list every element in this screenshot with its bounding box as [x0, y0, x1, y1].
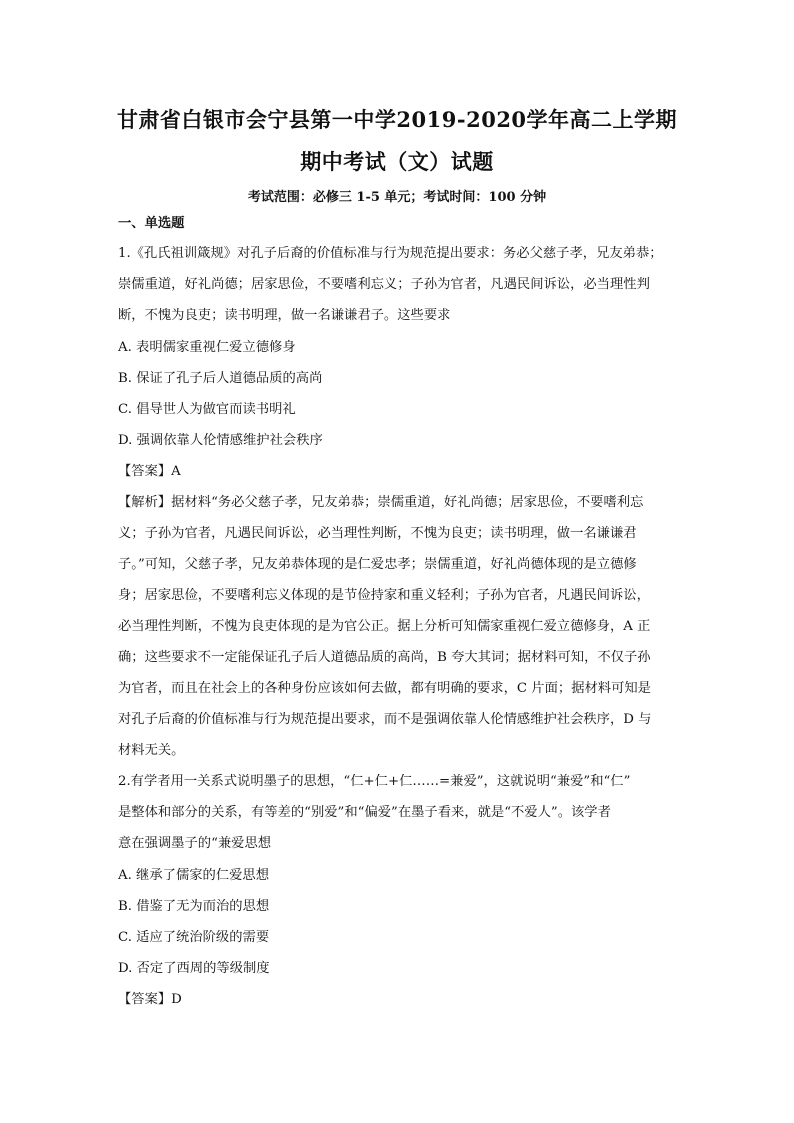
title-line-1: 甘肃省白银市会宁县第一中学2019-2020学年高二上学期 — [116, 107, 678, 132]
q1-option-c: C. 倡导世人为做官而读书明礼 — [118, 402, 296, 417]
q1-option-b: B. 保证了孔子后人道德品质的高尚 — [118, 371, 323, 386]
q1-option-d: D. 强调依靠人伦情感维护社会秩序 — [118, 433, 323, 448]
q1-analysis-line: 身；居家思俭，不要嗜利忘义体现的是节俭持家和重义轻利；子孙为官者，凡遇民间诉讼， — [118, 588, 650, 603]
q1-stem-line: 崇儒重道，好礼尚德；居家思俭，不要嗜利忘义；子孙为官者，凡遇民间诉讼，必当理性判 — [118, 277, 650, 292]
q1-analysis-line: 义；子孙为官者，凡遇民间诉讼，必当理性判断，不愧为良吏；读书明理，做一名谦谦君 — [118, 526, 637, 541]
q2-stem-line: 是整体和部分的关系，有等差的“别爱”和“偏爱”在墨子看来，就是“不爱人”。该学者 — [118, 805, 611, 820]
q1-stem-line: 断，不愧为良吏；读书明理，做一名谦谦君子。这些要求 — [118, 308, 451, 323]
q1-analysis-line: 必当理性判断，不愧为良吏体现的是为官公正。据上分析可知儒家重视仁爱立德修身，A 正 — [118, 619, 651, 634]
q2-stem-line: 2.有学者用一关系式说明墨子的思想，“仁+仁+仁……=兼爱”，这就说明“兼爱”和“仁” — [118, 774, 631, 789]
q1-option-a: A. 表明儒家重视仁爱立德修身 — [118, 340, 296, 355]
q1-stem-line: 1.《孔氏祖训箴规》对孔子后裔的价值标准与行为规范提出要求：务必父慈子孝，兄友弟恭； — [118, 246, 663, 261]
q1-analysis-line: 确；这些要求不一定能保证孔子后人道德品质的高尚，B 夸大其词；据材料可知，不仅子孙 — [118, 650, 651, 665]
q2-answer: 【答案】D — [118, 992, 182, 1007]
q1-analysis-line: 对孔子后裔的价值标准与行为规范提出要求，而不是强调依靠人伦情感维护社会秩序，D 与 — [118, 712, 652, 727]
q2-option-b: B. 借鉴了无为而治的思想 — [118, 899, 270, 914]
q2-option-a: A. 继承了儒家的仁爱思想 — [118, 868, 270, 883]
q2-option-c: C. 适应了统治阶级的需要 — [118, 930, 270, 945]
title-line-2: 期中考试（文）试题 — [300, 149, 494, 174]
q2-option-d: D. 否定了西周的等级制度 — [118, 961, 270, 976]
q1-analysis-line: 子。”可知，父慈子孝，兄友弟恭体现的是仁爱忠孝；崇儒重道，好礼尚德体现的是立德修 — [118, 557, 637, 572]
q1-analysis-line: 为官者，而且在社会上的各种身份应该如何去做，都有明确的要求，C 片面；据材料可知是 — [118, 681, 651, 696]
q1-analysis-line: 材料无关。 — [118, 743, 185, 758]
q1-answer: 【答案】A — [118, 464, 181, 479]
q2-stem-line: 意在强调墨子的“兼爱思想 — [118, 836, 272, 851]
q1-analysis-line: 【解析】据材料“务必父慈子孝，兄友弟恭；崇儒重道，好礼尚德；居家思俭，不要嗜利忘 — [118, 495, 644, 510]
exam-info: 考试范围：必修三 1-5 单元；考试时间：100 分钟 — [247, 190, 547, 205]
section-heading: 一、单选题 — [118, 216, 185, 231]
